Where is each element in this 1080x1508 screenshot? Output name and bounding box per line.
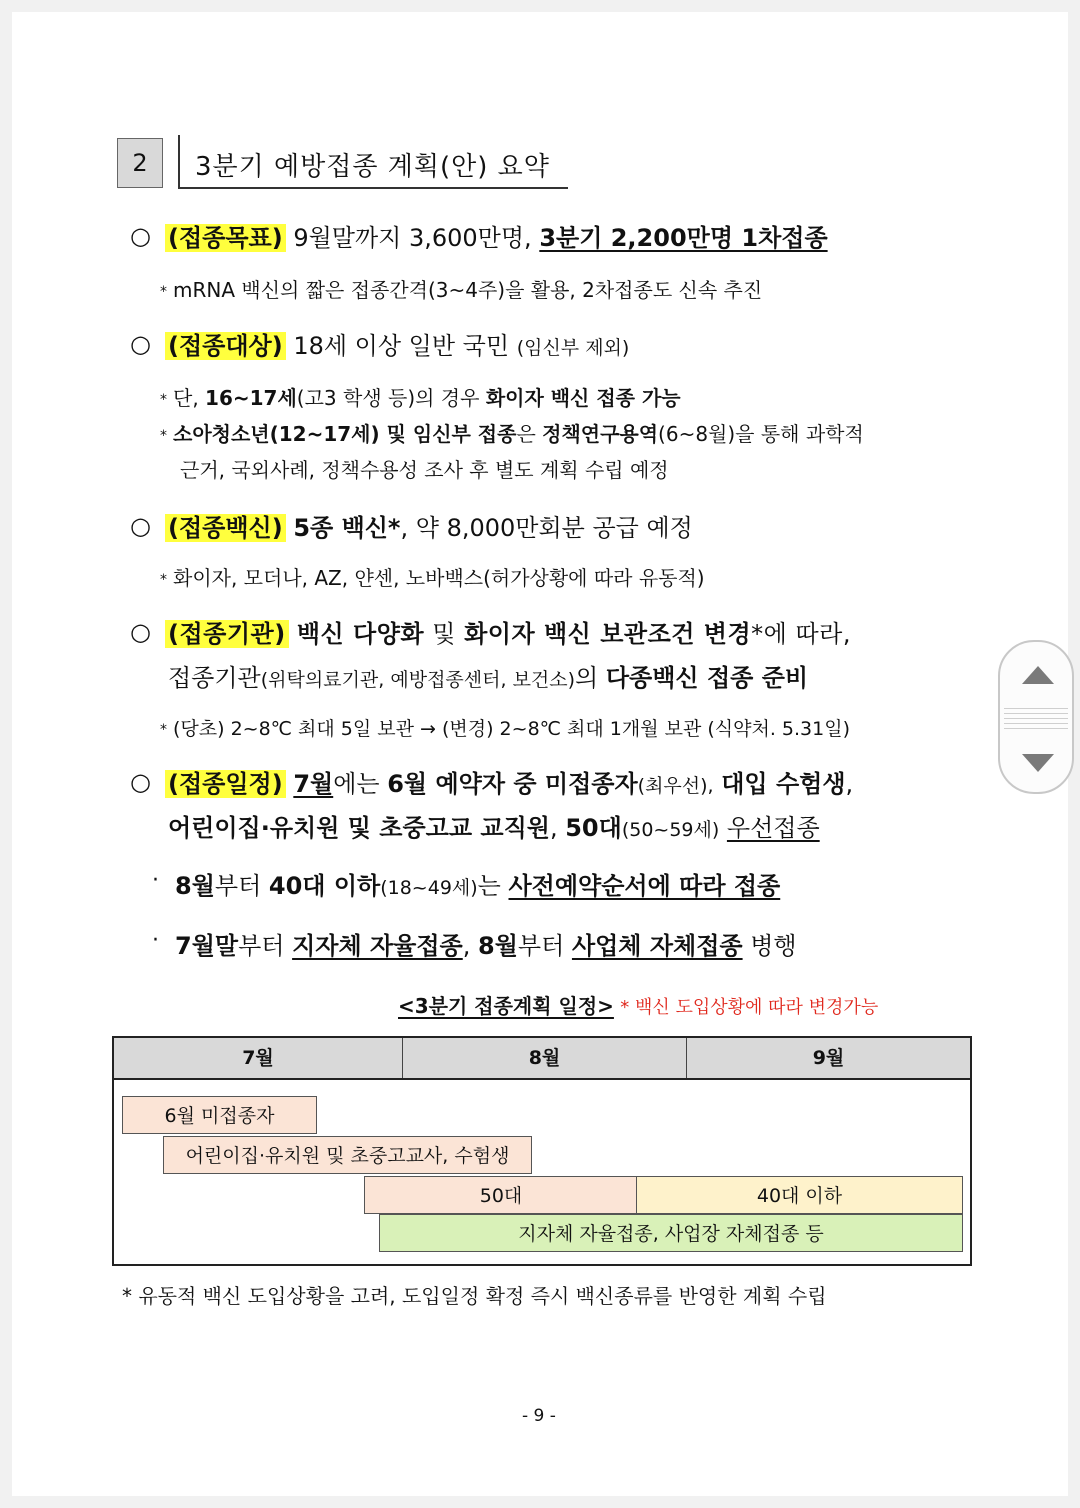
page-scroll-control[interactable]	[998, 640, 1074, 794]
footnote: * 유동적 백신 도입상황을 고려, 도입일정 확정 즉시 백신종류를 반영한 계획 수립	[122, 1284, 827, 1308]
note-institution: * (당초) 2~8℃ 최대 5일 보관 → (변경) 2~8℃ 최대 1개월 보관 (식약처. 5.31일)	[160, 718, 850, 740]
month-september: 9월	[812, 1047, 845, 1069]
bullet-circle: ○	[130, 512, 151, 540]
timeline-caption: <3분기 접종계획 일정> * 백신 도입상황에 따라 변경가능	[398, 994, 879, 1018]
tag-schedule: (접종일정)	[165, 770, 286, 798]
timeline-table	[112, 1036, 972, 1266]
scroll-grip-line	[1004, 718, 1068, 719]
scroll-down-icon[interactable]	[1022, 754, 1054, 772]
scroll-up-icon[interactable]	[1022, 666, 1054, 684]
section-title: 3분기 예방접종 계획(안) 요약	[195, 152, 550, 182]
month-july: 7월	[242, 1047, 274, 1069]
target-text1: 9월말까지 3,600만명,	[293, 224, 532, 252]
schedule-sub1: 8월부터 40대 이하(18~49세)는 사전예약순서에 따라 접종	[175, 872, 781, 900]
section-number: 2	[117, 138, 163, 188]
note-vaccine: * 화이자, 모더나, AZ, 얀센, 노바백스(허가상황에 따라 유동적)	[160, 566, 705, 590]
bar-forties-below: 40대 이하	[636, 1176, 963, 1214]
note-target: * mRNA 백신의 짧은 접종간격(3~4주)을 활용, 2차접종도 신속 추진	[160, 278, 763, 302]
scroll-grip-line	[1004, 728, 1068, 729]
month-august: 8월	[528, 1047, 561, 1069]
dot-marker: ·	[152, 928, 159, 953]
scroll-grip-line	[1004, 723, 1068, 724]
bar-local-workplace: 지자체 자율접종, 사업장 자체접종 등	[379, 1214, 963, 1252]
bullet-circle: ○	[130, 330, 151, 358]
bar-daycare-teachers: 어린이집·유치원 및 초중고교사, 수험생	[163, 1136, 532, 1174]
tag-target: (접종목표)	[165, 224, 286, 252]
item-institution-line2: 접종기관(위탁의료기관, 예방접종센터, 보건소)의 다종백신 접종 준비	[168, 664, 809, 692]
page-number: - 9 -	[522, 1406, 556, 1426]
vaccine-text1: 5종 백신*	[293, 514, 401, 542]
bar-fifties: 50대	[364, 1176, 638, 1214]
scroll-grip-line	[1004, 713, 1068, 714]
timeline-header	[114, 1038, 970, 1080]
item-vaccine	[165, 510, 693, 546]
item-schedule-line2: 어린이집·유치원 및 초중고교 교직원, 50대(50~59세) 우선접종	[168, 814, 820, 842]
bullet-circle: ○	[130, 222, 151, 250]
bullet-circle: ○	[130, 768, 151, 796]
vaccine-text2: , 약 8,000만회분 공급 예정	[400, 514, 693, 542]
bar-june-unvaccinated: 6월 미접종자	[122, 1096, 317, 1134]
note-subject-2: * 소아청소년(12~17세) 및 임신부 접종은 정책연구용역(6~8월)을 통해 과학적	[160, 422, 864, 446]
scroll-grip-line	[1004, 708, 1068, 709]
subject-text1: 18세 이상 일반 국민	[293, 332, 510, 360]
tag-vaccine: (접종백신)	[165, 514, 286, 542]
item-institution: (접종기관) 백신 다양화 및 화이자 백신 보관조건 변경*에 따라,	[165, 616, 851, 652]
item-target	[165, 220, 828, 256]
tag-subject: (접종대상)	[165, 332, 286, 360]
schedule-sub2: 7월말부터 지자체 자율접종, 8월부터 사업체 자체접종 병행	[175, 932, 797, 960]
note-subject-2-cont: 근거, 국외사례, 정책수용성 조사 후 별도 계획 수립 예정	[180, 458, 669, 482]
target-text2: 3분기 2,200만명 1차접종	[539, 224, 828, 252]
tag-institution: (접종기관)	[165, 620, 289, 648]
dot-marker: ·	[152, 868, 159, 893]
subject-text2: (임신부 제외)	[516, 337, 630, 359]
note-subject-1: * 단, 16~17세(고3 학생 등)의 경우 화이자 백신 접종 가능	[160, 386, 681, 410]
item-subject	[165, 328, 629, 366]
item-schedule: (접종일정) 7월에는 6월 예약자 중 미접종자(최우선), 대입 수험생,	[165, 766, 853, 804]
bullet-circle: ○	[130, 618, 151, 646]
